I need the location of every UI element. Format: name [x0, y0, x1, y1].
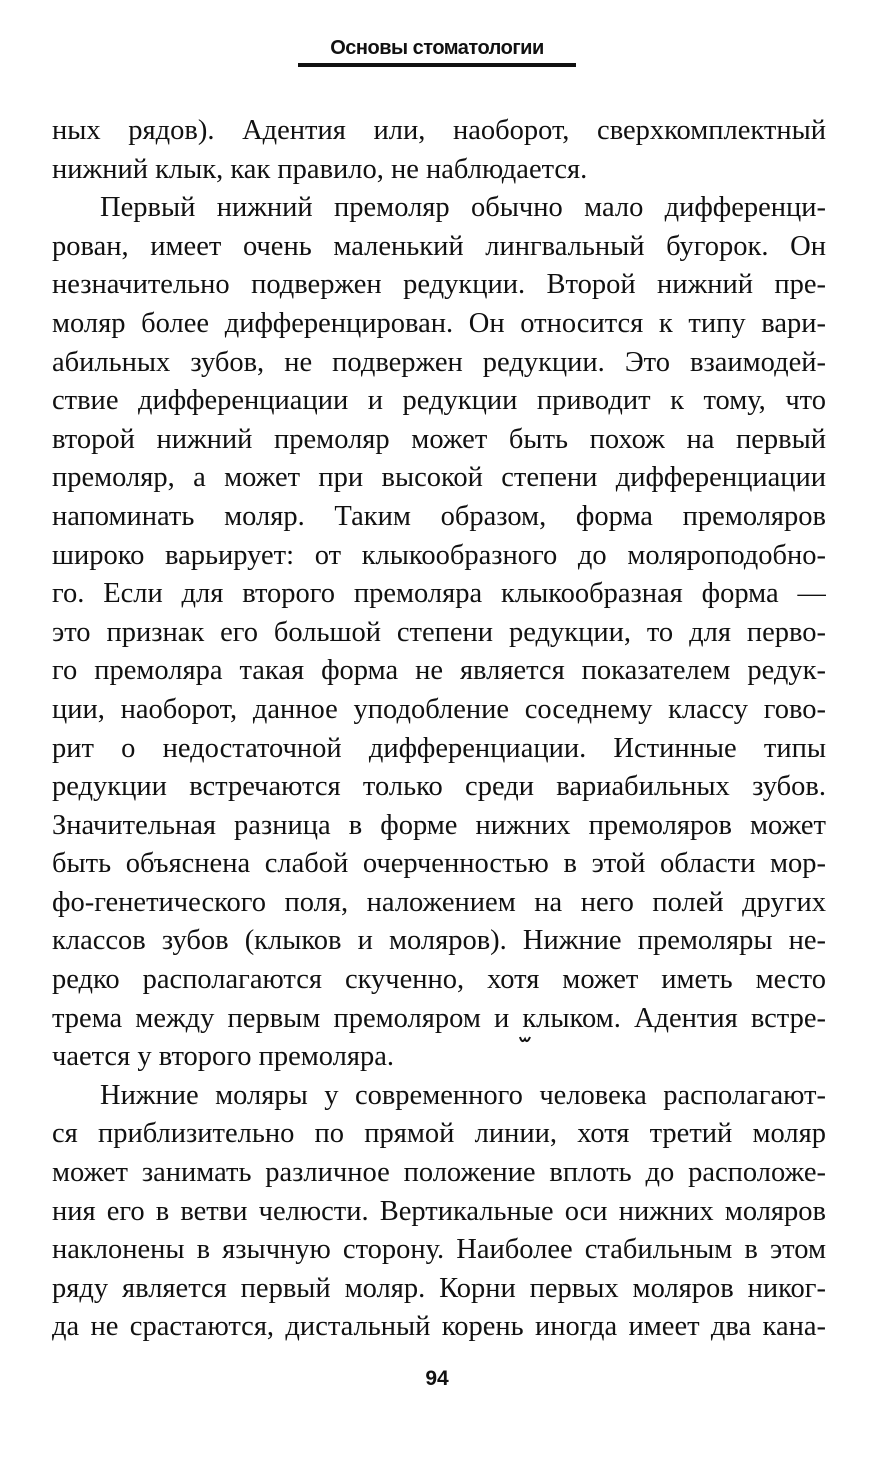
- text-line: редукции встречаются только среди вариабильных зубов.: [52, 771, 826, 803]
- text-line: абильных зубов, не подвержен редукции. Это взаимодей-: [52, 346, 826, 378]
- text-line: рит о недостаточной дифференциации. Истинные типы: [52, 732, 826, 764]
- page-number: 94: [425, 1367, 449, 1390]
- text-line: фо-генетического поля, наложением на него полей других: [52, 886, 826, 918]
- header-rule: [298, 63, 576, 67]
- text-line: моляр более дифференцирован. Он относится к типу вари-: [52, 307, 826, 339]
- text-line: классов зубов (клыков и моляров). Нижние премоляры не-: [52, 925, 826, 957]
- text-line: премоляр, а может при высокой степени дифференциации: [52, 462, 826, 494]
- text-line: ся приблизительно по прямой линии, хотя третий моляр: [52, 1118, 826, 1150]
- running-header: Основы стоматологии: [330, 37, 544, 59]
- text-line: ряду является первый моляр. Корни первых моляров никог-: [52, 1272, 826, 1304]
- text-line: ния его в ветви челюсти. Вертикальные оси нижних моляров: [52, 1195, 826, 1227]
- text-line: ных рядов). Адентия или, наоборот, сверхкомплектный: [52, 115, 826, 146]
- text-line: ствие дифференциации и редукции приводит к тому, что: [52, 385, 826, 417]
- text-line: ции, наоборот, данное уподобление соседнему классу гово-: [52, 693, 826, 725]
- text-line: незначительно подвержен редукции. Второй нижний пре-: [52, 269, 826, 301]
- text-line: нижний клык, как правило, не наблюдается.: [52, 153, 588, 185]
- text-line: напоминать моляр. Таким образом, форма премоляров: [52, 500, 826, 532]
- text-line: го. Если для второго премоляра клыкообразная форма —: [52, 578, 826, 610]
- text-line: Нижние моляры у современного человека располагают-: [100, 1079, 826, 1111]
- text-line: это признак его большой степени редукции, то для перво-: [52, 616, 826, 648]
- text-line: да не срастаются, дистальный корень иногда имеет два кана-: [52, 1311, 826, 1343]
- text-line: редко располагаются скученно, хотя может иметь место: [52, 964, 826, 996]
- text-line: чается у второго премоляра.: [52, 1041, 395, 1073]
- text-line: Первый нижний премоляр обычно мало дифференци-: [100, 192, 826, 224]
- text-line: может занимать различное положение вплоть до расположе-: [52, 1157, 826, 1189]
- text-line: Значительная разница в форме нижних премоляров может: [52, 809, 826, 841]
- text-line: быть объяснена слабой очерченностью в этой области мор-: [52, 848, 826, 880]
- text-line: широко варьирует: от клыкообразного до моляроподобно-: [52, 539, 826, 571]
- body-text: [52, 112, 826, 1347]
- stray-ink-mark-shape: [519, 1035, 531, 1045]
- text-line: второй нижний премоляр может быть похож на первый: [52, 423, 826, 455]
- text-line: го премоляра такая форма не является показателем редук-: [52, 655, 826, 687]
- text-line: трема между первым премоляром и клыком. Адентия встре-: [52, 1002, 826, 1034]
- text-line: наклонены в язычную сторону. Наиболее стабильным в этом: [52, 1234, 826, 1266]
- stray-ink-mark: [519, 1033, 531, 1049]
- text-line: рован, имеет очень маленький лингвальный бугорок. Он: [52, 230, 826, 262]
